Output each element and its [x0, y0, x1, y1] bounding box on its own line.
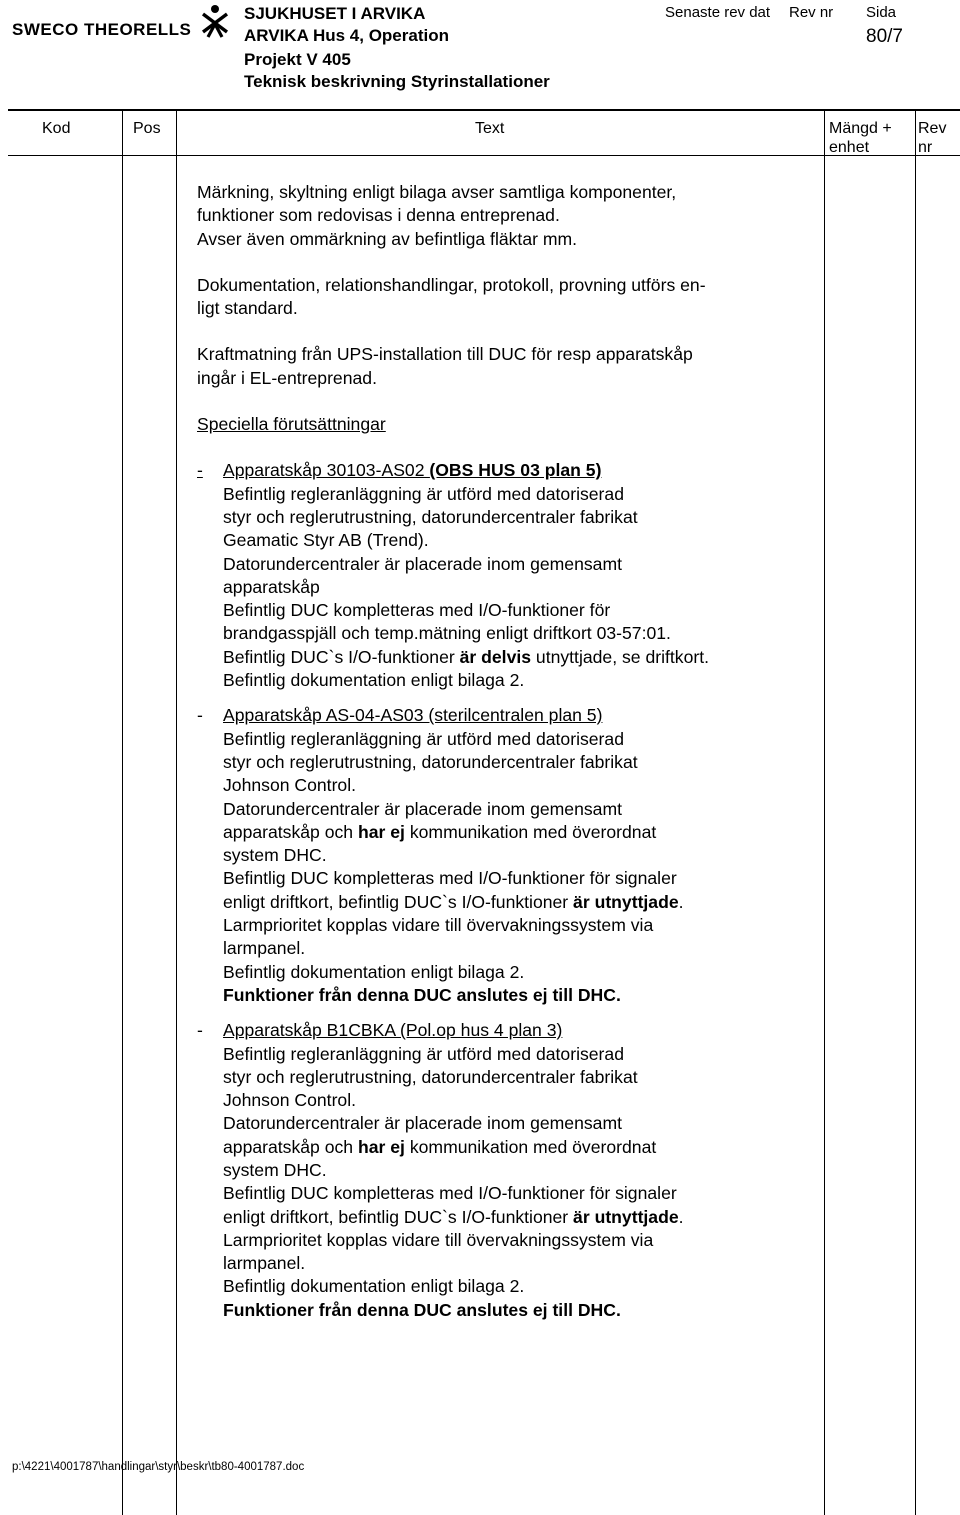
list-line: system DHC.: [223, 1159, 327, 1180]
header-rev-nr-label: Rev nr: [789, 4, 834, 21]
list-line: Befintlig DUC kompletteras med I/O-funktioner för: [223, 600, 611, 621]
list-line: Befintlig regleranläggning är utförd med datoriserad: [223, 483, 624, 504]
list-line: Datorundercentraler är placerade inom gemensamt: [223, 553, 622, 574]
column-header-mangd: Mängd +: [829, 120, 892, 137]
paragraph-line: Kraftmatning från UPS-installation till DUC för resp apparatskåp: [197, 344, 693, 365]
column-header-text: Text: [475, 120, 505, 137]
text-run: enligt driftkort, befintlig DUC`s I/O-funktioner: [223, 891, 574, 912]
text-run: apparatskåp och: [223, 1136, 358, 1157]
list-line: Larmprioritet kopplas vidare till övervakningssystem via: [223, 1229, 654, 1250]
list-line: [197, 891, 807, 914]
list-heading: Apparatskåp B1CBKA (Pol.op hus 4 plan 3): [223, 1020, 563, 1041]
column-header-divider: [8, 155, 960, 156]
paragraph-line: ligt standard.: [197, 298, 298, 319]
list-line: [197, 1136, 807, 1159]
paragraph-line: ingår i EL-entreprenad.: [197, 367, 377, 388]
list-line: Befintlig dokumentation enligt bilaga 2.: [223, 670, 525, 691]
text-run: Befintlig DUC`s I/O-funktioner: [223, 646, 460, 667]
list-item: [197, 1019, 807, 1042]
paragraph-line: Dokumentation, relationshandlingar, protokoll, provning utförs en-: [197, 274, 706, 295]
list-line: Befintlig dokumentation enligt bilaga 2.: [223, 1276, 525, 1297]
paragraph-line: Avser även ommärkning av befintliga fläktar mm.: [197, 228, 578, 249]
list-line: larmpanel.: [223, 938, 306, 959]
list-line: Larmprioritet kopplas vidare till övervakningssystem via: [223, 915, 654, 936]
header-title-line: ARVIKA Hus 4, Operation: [244, 26, 449, 45]
column-header-pos: Pos: [133, 120, 161, 137]
text-run-bold: är utnyttjade: [573, 1206, 679, 1227]
paragraph-line: Märkning, skyltning enligt bilaga avser samtliga komponenter,: [197, 182, 677, 202]
header-divider: [8, 109, 960, 111]
section-title: Speciella förutsättningar: [197, 414, 386, 435]
header-page-number: 80/7: [866, 26, 903, 47]
column-header-enhet: enhet: [829, 139, 870, 156]
list-item: [197, 459, 807, 482]
text-run: kommunikation med överordnat: [404, 1136, 657, 1157]
header-title-line: Teknisk beskrivning Styrinstallationer: [244, 72, 550, 91]
list-line: apparatskåp: [223, 576, 320, 597]
list-line: [197, 821, 807, 844]
sweco-figure-icon: [200, 4, 230, 38]
column-separator: [176, 111, 177, 1515]
list-dash: -: [197, 1020, 203, 1041]
list-line: Befintlig regleranläggning är utförd med datoriserad: [223, 728, 624, 749]
list-line: styr och reglerutrustning, datorundercentraler fabrikat: [223, 1066, 638, 1087]
header-rev-date-label: Senaste rev dat: [665, 4, 771, 21]
list-heading-bold: (OBS HUS 03 plan 5): [429, 460, 602, 481]
text-run: .: [678, 1206, 684, 1227]
list-line-bold: Funktioner från denna DUC anslutes ej till DHC.: [223, 984, 621, 1005]
text-run: .: [678, 891, 684, 912]
list-line: styr och reglerutrustning, datorundercentraler fabrikat: [223, 506, 638, 527]
list-heading: Apparatskåp 30103-AS02: [223, 460, 430, 481]
document-body: [197, 181, 807, 1322]
list-line: system DHC.: [223, 845, 327, 866]
column-separator: [122, 111, 123, 1515]
list-line: Johnson Control.: [223, 1090, 357, 1111]
list-line: Geamatic Styr AB (Trend).: [223, 530, 429, 551]
text-run: kommunikation med överordnat: [404, 821, 657, 842]
list-line: Johnson Control.: [223, 775, 357, 796]
list-line: larmpanel.: [223, 1253, 306, 1274]
list-line: Befintlig DUC kompletteras med I/O-funktioner för signaler: [223, 868, 677, 889]
list-line: Datorundercentraler är placerade inom gemensamt: [223, 1113, 622, 1134]
text-run-bold: har ej: [357, 1136, 405, 1157]
text-run: enligt driftkort, befintlig DUC`s I/O-funktioner: [223, 1206, 574, 1227]
column-header-rev: Rev: [918, 120, 947, 137]
list-line: styr och reglerutrustning, datorundercentraler fabrikat: [223, 751, 638, 772]
header-page-label: Sida: [866, 4, 897, 21]
list-line: [197, 646, 807, 669]
column-separator: [824, 111, 825, 1515]
list-line: [197, 1206, 807, 1229]
footer-file-path: p:\4221\4001787\handlingar\styr\beskr\tb80-4001787.doc: [12, 1461, 305, 1473]
list-line: Befintlig regleranläggning är utförd med datoriserad: [223, 1043, 624, 1064]
list-line: brandgasspjäll och temp.mätning enligt driftkort 03-57:01.: [223, 623, 671, 644]
header-title-line: Projekt V 405: [244, 50, 351, 69]
list-dash: -: [197, 460, 203, 481]
column-header-rev-nr: nr: [918, 139, 933, 156]
list-line: Befintlig dokumentation enligt bilaga 2.: [223, 961, 525, 982]
column-header-kod: Kod: [42, 120, 71, 137]
text-run: utnyttjade, se driftkort.: [531, 646, 710, 667]
list-heading: Apparatskåp AS-04-AS03 (sterilcentralen plan 5): [223, 705, 603, 726]
paragraph-line: funktioner som redovisas i denna entreprenad.: [197, 205, 560, 226]
list-line-bold: Funktioner från denna DUC anslutes ej till DHC.: [223, 1299, 621, 1320]
text-run-bold: är utnyttjade: [573, 891, 679, 912]
column-separator: [915, 111, 916, 1515]
list-line: Befintlig DUC kompletteras med I/O-funktioner för signaler: [223, 1183, 677, 1204]
header-title-line: SJUKHUSET I ARVIKA: [244, 4, 426, 23]
list-line: Datorundercentraler är placerade inom gemensamt: [223, 798, 622, 819]
list-dash: -: [197, 705, 203, 726]
list-item: [197, 704, 807, 727]
company-logo-text: SWECO THEORELLS: [12, 20, 192, 39]
text-run: apparatskåp och: [223, 821, 358, 842]
text-run-bold: har ej: [357, 821, 405, 842]
text-run-bold: är delvis: [459, 646, 532, 667]
